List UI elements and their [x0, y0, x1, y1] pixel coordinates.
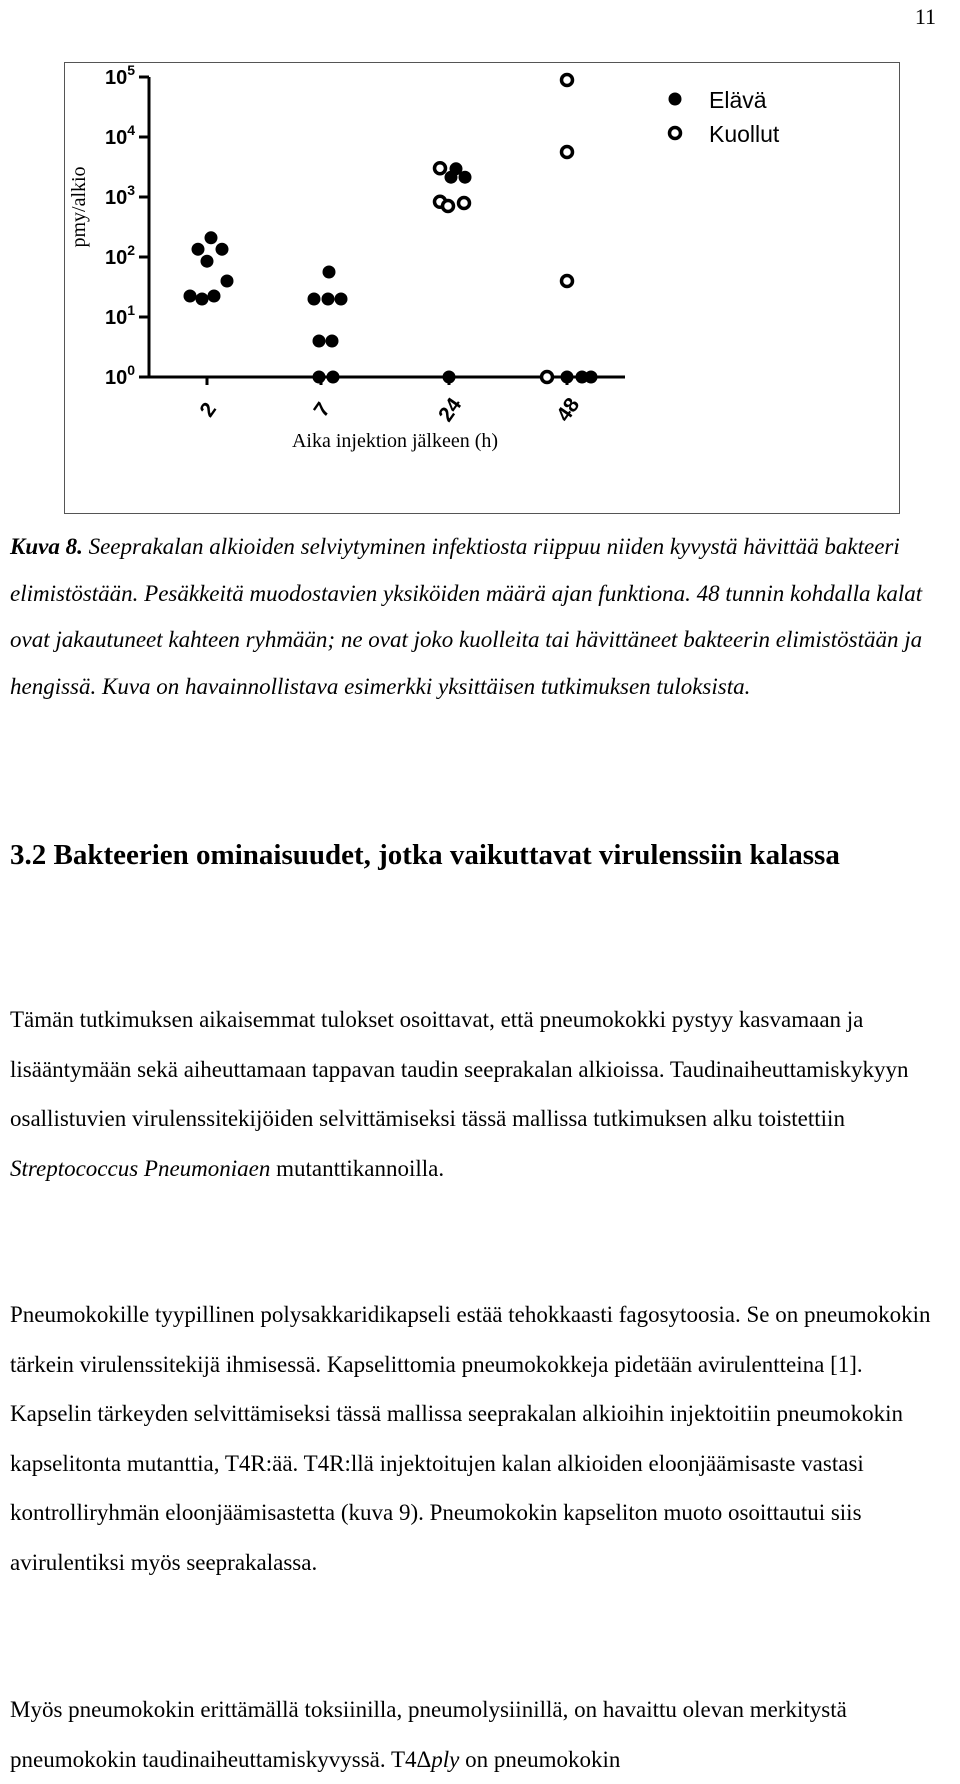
paragraph-3-text: Myös pneumokokin erittämällä toksiinilla, pneumolysiinillä, on havaittu olevan merkitystä pneumokokin taudinaiheuttamiskyvyssä. T4	[10, 1697, 847, 1772]
y-tick-label: $10^4$	[104, 122, 135, 149]
data-point-alive	[308, 293, 320, 305]
data-point-alive	[221, 275, 233, 287]
data-point-alive	[323, 266, 335, 278]
data-point-alive	[327, 371, 339, 383]
data-point-alive	[184, 290, 196, 302]
x-axis-label: Aika injektion jälkeen (h)	[291, 430, 499, 452]
caption-text: Seeprakalan alkioiden selviytyminen infektiosta riippuu niiden kyvystä hävittää bakteeri elimistöstään. Pesäkkeitä muodostavien yksiköiden määrä ajan funktiona. 48 tunnin kohdalla kalat ovat jakautuneet kahteen ryhmään; ne ovat joko kuolleita tai hävittäneet bakteerin elimistöstään ja hengissä. Kuva on havainnollistava esimerkki yksittäisen tutkimuksen tuloksista.	[10, 534, 923, 699]
data-point-dead	[562, 147, 573, 158]
paragraph-1	[10, 995, 950, 1193]
data-point-alive	[313, 371, 325, 383]
y-tick-label: $10^2$	[104, 242, 135, 269]
figure-8	[64, 62, 900, 514]
data-point-alive	[443, 371, 455, 383]
paragraph-3-end: on pneumokokin	[459, 1746, 621, 1772]
y-tick-label: $10^3$	[104, 182, 135, 209]
data-point-alive	[196, 293, 208, 305]
legend-marker	[670, 128, 681, 139]
species-name: Streptococcus Pneumoniaen	[10, 1155, 271, 1181]
delta-symbol: Δ	[416, 1746, 432, 1772]
data-point-alive	[335, 293, 347, 305]
data-point-alive	[205, 232, 217, 244]
paragraph-3	[10, 1685, 950, 1784]
figure-caption	[10, 524, 950, 710]
y-tick-label: $10^1$	[104, 302, 135, 329]
paragraph-2: Pneumokokille tyypillinen polysakkaridikapseli estää tehokkaasti fagosytoosia. Se on pneumokokin tärkein virulenssitekijä ihmisessä. Kapselittomia pneumokokkeja pidetään avirulentteina [1]. Kapselin tärkeyden selvittämiseksi tässä mallissa seeprakalan alkioihin injektoitiin pneumokokin kapselitonta mutanttia, T4R:ää. T4R:llä injektoitujen kalan alkioiden eloonjäämisaste vastasi kontrolliryhmän eloonjäämisastetta (kuva 9). Pneumokokin kapseliton muoto osoittautui siis avirulentiksi myös seeprakalassa.	[10, 1302, 931, 1575]
y-axis-label: pmy/alkio	[68, 166, 90, 248]
data-point-alive	[201, 255, 213, 267]
data-point-alive	[326, 335, 338, 347]
data-point-dead	[435, 163, 446, 174]
data-point-dead	[562, 75, 573, 86]
section-heading: 3.2 Bakteerien ominaisuudet, jotka vaikuttavat virulenssiin kalassa	[10, 839, 840, 871]
x-tick-label: 7	[309, 398, 336, 422]
paragraph-1-text: Tämän tutkimuksen aikaisemmat tulokset osoittavat, että pneumokokki pystyy kasvamaan ja lisääntymään sekä aiheuttamaan tappavan taudin seeprakalan alkioissa. Taudinaiheuttamiskykyyn osallistuvien virulenssitekijöiden selvittämiseksi tässä mallissa tutkimuksen alku toistettiin	[10, 1007, 909, 1131]
data-point-alive	[459, 171, 471, 183]
data-point-alive	[585, 371, 597, 383]
gene-name: ply	[431, 1746, 460, 1772]
data-point-dead	[443, 201, 454, 212]
legend-marker	[669, 93, 681, 105]
legend-label: Elävä	[709, 87, 767, 113]
data-point-dead	[562, 276, 573, 287]
data-point-alive	[561, 371, 573, 383]
data-point-alive	[192, 243, 204, 255]
data-point-alive	[313, 335, 325, 347]
y-tick-label: $10^0$	[104, 362, 135, 389]
data-point-alive	[208, 290, 220, 302]
x-tick-label: 48	[552, 393, 585, 427]
data-point-alive	[322, 293, 334, 305]
scatter-chart	[65, 63, 899, 513]
caption-label: Kuva 8.	[10, 534, 83, 559]
legend-label: Kuollut	[709, 121, 780, 147]
paragraph-1-end: mutanttikannoilla.	[270, 1155, 445, 1181]
data-point-dead	[459, 198, 470, 209]
x-tick-label: 24	[434, 393, 467, 427]
x-tick-label: 2	[195, 398, 222, 422]
data-point-dead	[542, 372, 553, 383]
data-point-alive	[445, 171, 457, 183]
page-number: 11	[914, 4, 936, 29]
data-point-alive	[216, 243, 228, 255]
y-tick-label: $10^5$	[104, 63, 135, 89]
